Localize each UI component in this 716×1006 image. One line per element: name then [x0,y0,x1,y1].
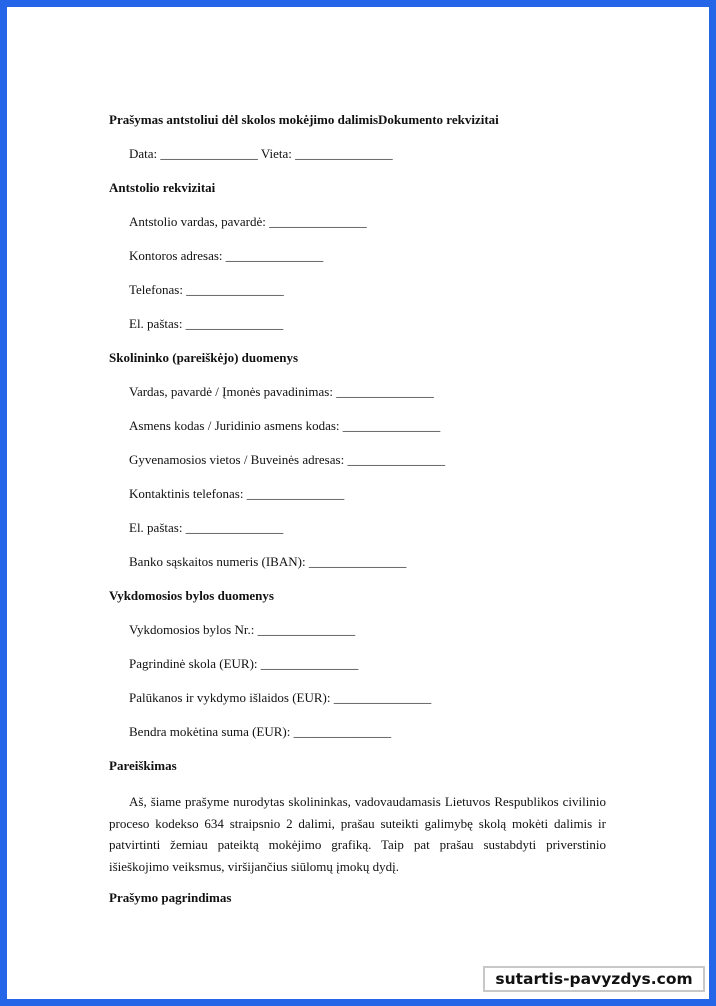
place-blank: _______________ [295,146,393,161]
date-place-row [109,145,606,179]
field-blank[interactable]: _______________ [347,452,445,467]
field-label: Antstolio vardas, pavardė: [129,214,266,229]
form-field-row [109,553,606,587]
field-label: Palūkanos ir vykdymo išlaidos (EUR): [129,690,331,705]
field-blank[interactable]: _______________ [185,316,284,331]
field-label: Vardas, pavardė / Įmonės pavadinimas: [129,384,333,399]
field-blank[interactable]: _______________ [186,282,284,297]
watermark-badge: sutartis-pavyzdys.com [483,966,705,992]
justification-heading: Prašymo pagrindimas [109,890,232,905]
document-title [109,111,606,145]
form-field-row [109,485,606,519]
field-blank[interactable]: _______________ [333,690,432,705]
field-blank[interactable]: _______________ [269,214,367,229]
form-field-row [109,655,606,689]
form-field-row [109,315,606,349]
statement-heading: Pareiškimas [109,758,177,773]
field-label: Pagrindinė skola (EUR): [129,656,258,671]
field-label: Asmens kodas / Juridinio asmens kodas: [129,418,340,433]
date-label: Data: [129,146,158,161]
form-sections [109,179,606,757]
form-field-row [109,451,606,485]
form-field-row [109,621,606,655]
form-field-row [109,417,606,451]
field-label: Vykdomosios bylos Nr.: [129,622,255,637]
title-text: Prašymas antstoliui dėl skolos mokėjimo dalimis [109,112,379,127]
document-page [7,7,709,999]
title-suffix-text: Dokumento rekvizitai [378,112,499,127]
statement-paragraph: Aš, šiame prašyme nurodytas skolininkas, vadovaudamasis Lietuvos Respublikos civilinio proceso kodekso 634 straipsnio 2 dalimi, prašau suteikti galimybę skolą mokėti dalimis ir patvirtinti žemiau pateiktą mokėjimo grafiką. Taip pat prašau sustabdyti priverstinio išieškojimo veiksmus, viršijančius siūlomų įmokų dydį. [109,794,606,874]
section-heading: Antstolio rekvizitai [109,180,216,195]
field-blank[interactable]: _______________ [336,384,434,399]
field-label: Kontaktinis telefonas: [129,486,244,501]
section-heading: Skolininko (pareiškėjo) duomenys [109,350,299,365]
field-blank[interactable]: _______________ [185,520,284,535]
field-label: Bendra mokėtina suma (EUR): [129,724,291,739]
form-field-row [109,723,606,757]
date-blank: _______________ [160,146,258,161]
document-content [109,111,606,923]
form-field-row [109,689,606,723]
section-heading: Vykdomosios bylos duomenys [109,588,274,603]
field-blank[interactable]: _______________ [293,724,392,739]
field-label: El. paštas: [129,520,183,535]
field-blank[interactable]: _______________ [342,418,441,433]
form-field-row [109,519,606,553]
form-field-row [109,281,606,315]
field-label: Telefonas: [129,282,183,297]
field-blank[interactable]: _______________ [246,486,345,501]
field-blank[interactable]: _______________ [308,554,407,569]
field-label: Kontoros adresas: [129,248,223,263]
field-label: Gyvenamosios vietos / Buveinės adresas: [129,452,345,467]
field-blank[interactable]: _______________ [225,248,324,263]
place-label: Vieta: [260,146,292,161]
field-blank[interactable]: _______________ [257,622,356,637]
field-label: El. paštas: [129,316,183,331]
field-label: Banko sąskaitos numeris (IBAN): [129,554,306,569]
form-field-row [109,383,606,417]
field-blank[interactable]: _______________ [260,656,359,671]
form-field-row [109,247,606,281]
form-field-row [109,213,606,247]
